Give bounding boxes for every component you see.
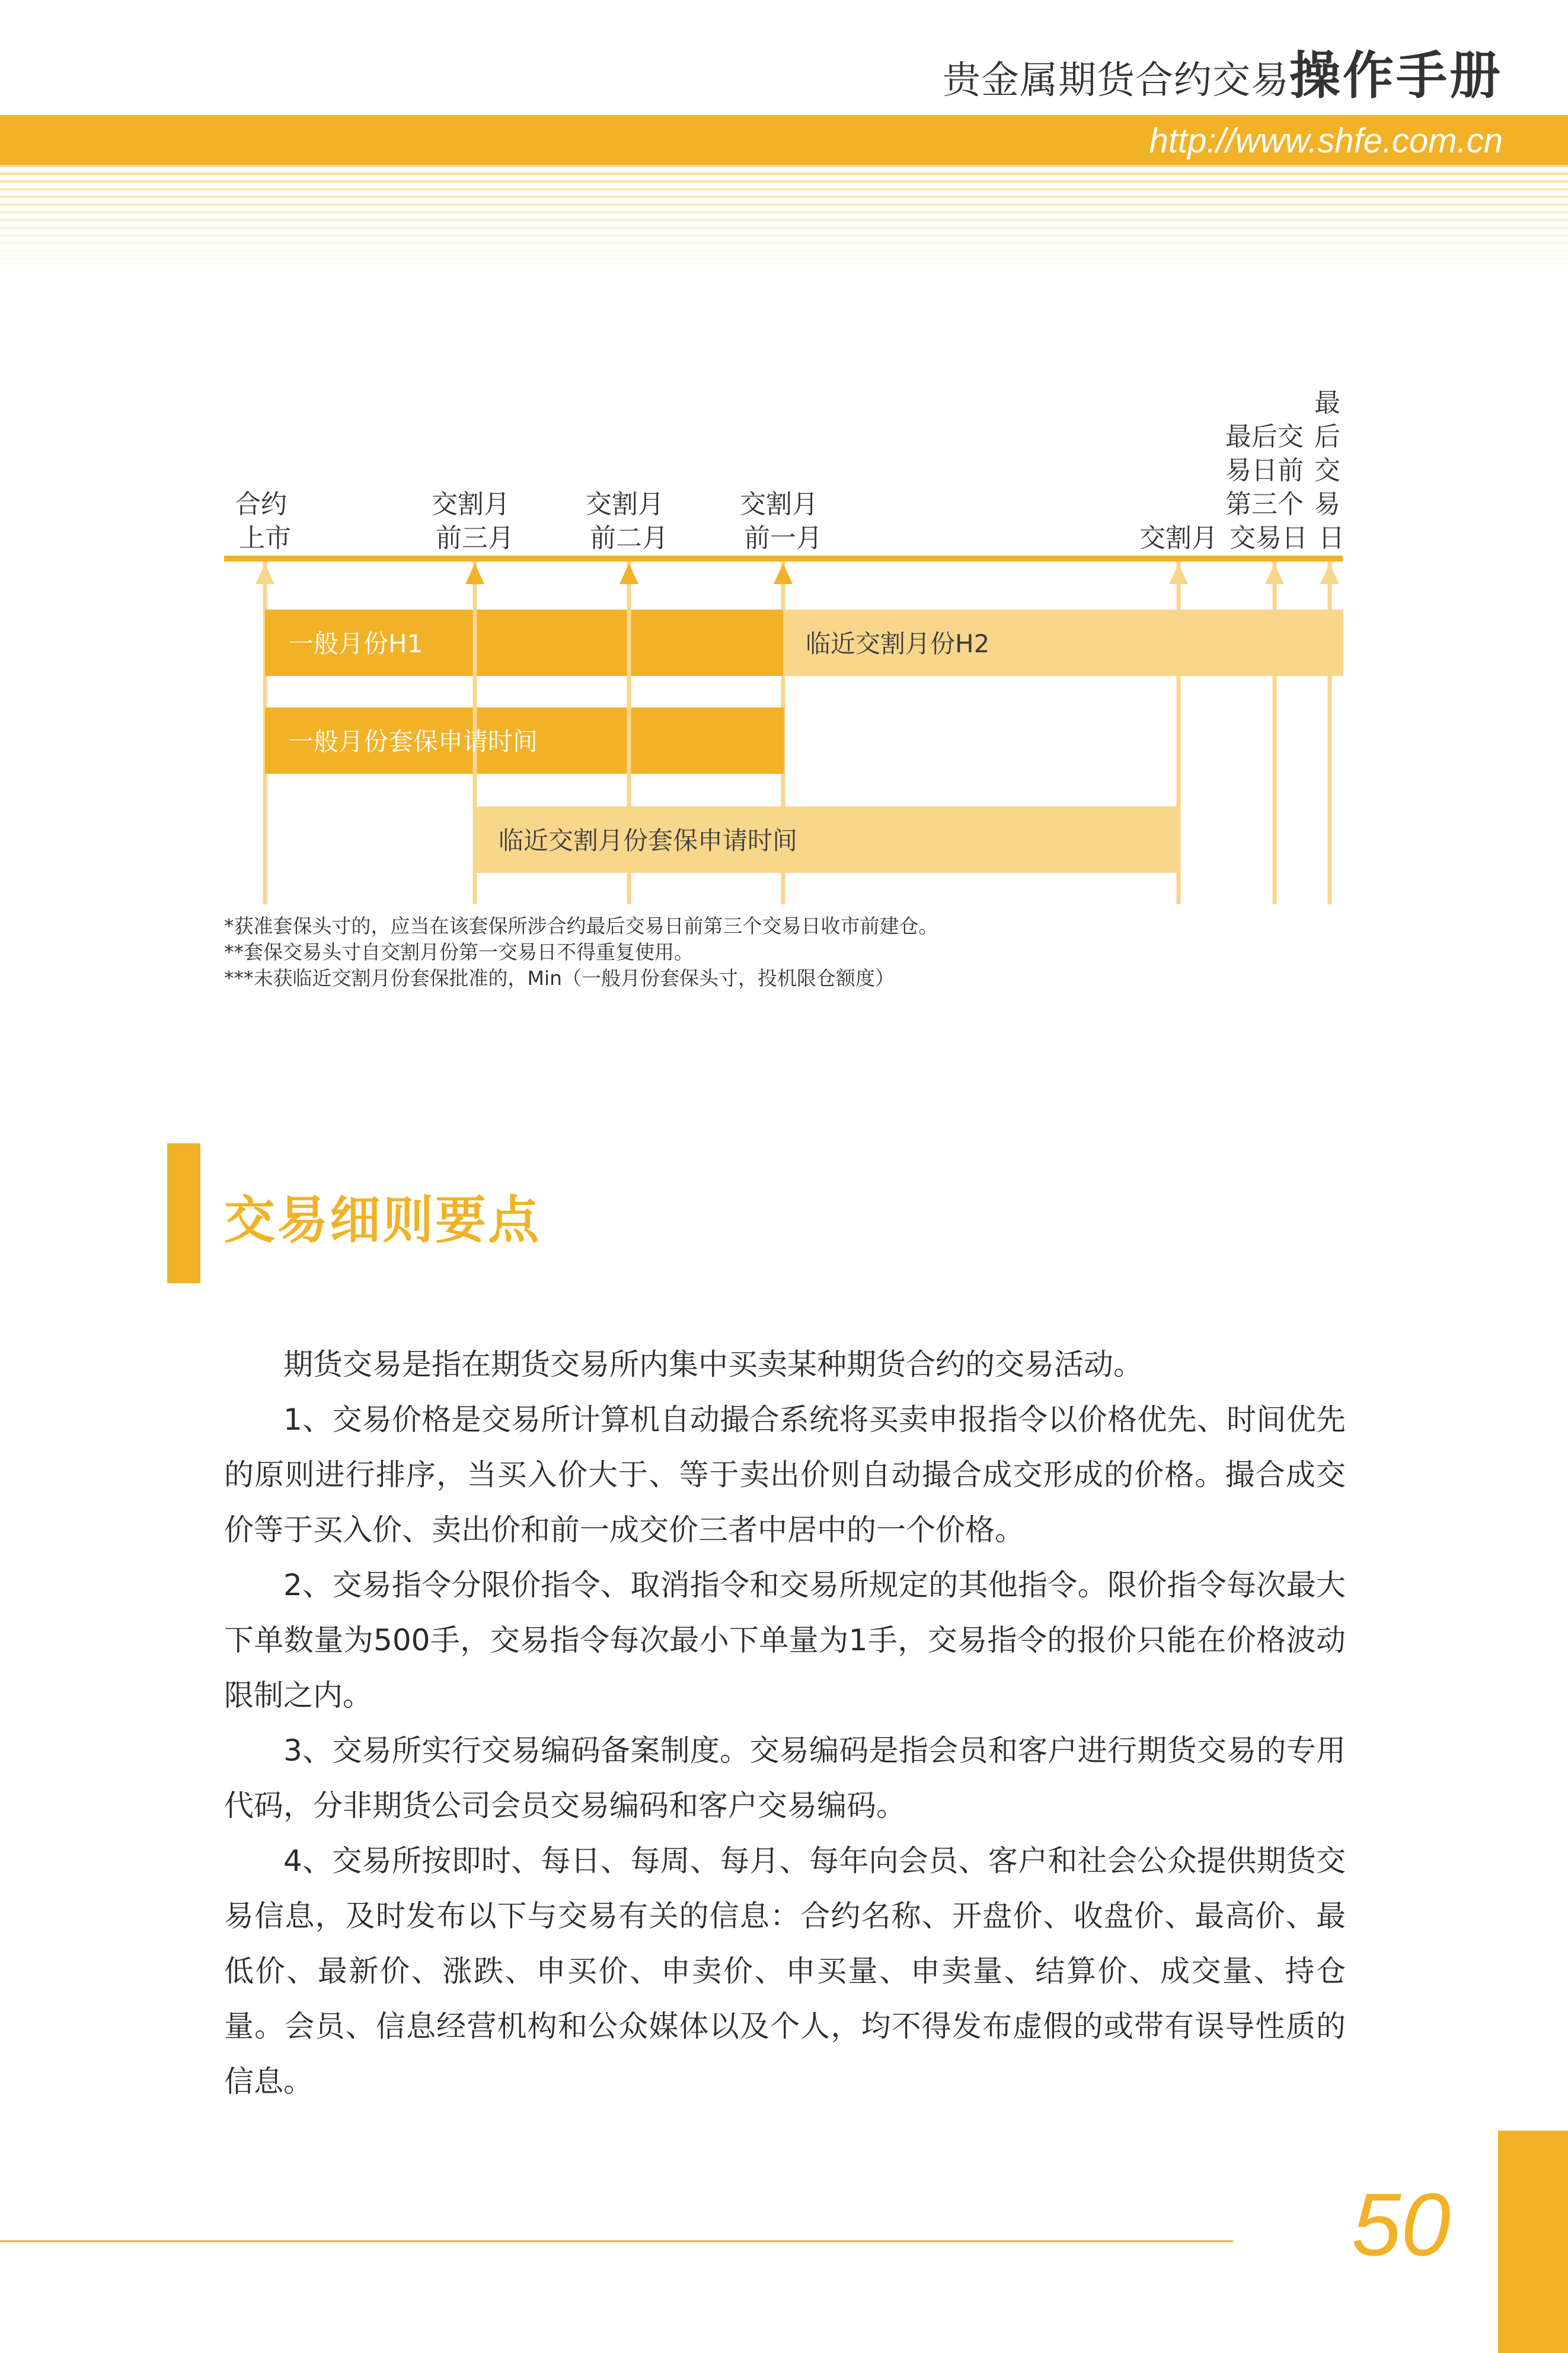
- section-accent-bar: [167, 1143, 200, 1283]
- diagram-note-1: *获准套保头寸的，应当在该套保所涉合约最后交易日前第三个交易日收市前建仓。: [224, 914, 938, 938]
- bar-h2-label: 临近交割月份H2: [806, 629, 990, 658]
- diagram-note-2: **套保交易头寸自交割月份第一交易日不得重复使用。: [224, 940, 694, 964]
- header-title-prefix: 贵金属期货合约交易: [943, 59, 1289, 103]
- bar-near-hedge-label: 临近交割月份套保申请时间: [499, 826, 798, 855]
- header-url: http://www.shfe.com.cn: [1149, 122, 1503, 160]
- footer-rule: [0, 2240, 1233, 2242]
- arrow-m3: [465, 563, 484, 584]
- bar-general-hedge-label: 一般月份套保申请时间: [289, 727, 538, 756]
- header-title: [943, 34, 1503, 108]
- label-delivery: 交割月: [1139, 523, 1218, 553]
- body-paragraph: 2、交易指令分限价指令、取消指令和交易所规定的其他指令。限价指令每次最大下单数量为500手，交易指令每次最小下单量为1手，交易指令的报价只能在价格波动限制之内。: [224, 1568, 1346, 1713]
- header-stripes: [0, 165, 1568, 283]
- body-paragraph: 1、交易价格是交易所计算机自动撮合系统将买卖申报指令以价格优先、时间优先的原则进行排序，当买入价大于、等于卖出价则自动撮合成交形成的价格。撮合成交价等于买入价、卖出价和前一成交价三者中居中的一个价格。: [224, 1402, 1346, 1547]
- arrow-m1: [774, 563, 793, 584]
- label-m2: 交割月 前二月: [586, 489, 668, 553]
- arrow-delivery: [1169, 563, 1188, 584]
- body-paragraph: 期货交易是指在期货交易所内集中买卖某种期货合约的交易活动。: [283, 1347, 1143, 1382]
- section-title: 交易细则要点: [224, 1191, 541, 1250]
- diagram-note-3: ***未获临近交割月份套保批准的，Min（一般月份套保头寸，投机限仓额度）: [224, 967, 895, 990]
- arrow-last: [1320, 563, 1339, 584]
- header-title-emphasis: 操作手册: [1289, 46, 1503, 106]
- label-third-last: 最后交 易日前 第三个 交易日: [1225, 422, 1308, 553]
- body-paragraph: 3、交易所实行交易编码备案制度。交易编码是指会员和客户进行期货交易的专用代码，分非期货公司会员交易编码和客户交易编码。: [224, 1733, 1346, 1823]
- label-m1: 交割月 前一月: [740, 489, 822, 553]
- arrow-listing: [256, 563, 274, 584]
- label-listing: 合约 上市: [235, 489, 291, 553]
- body-text: [224, 1337, 1346, 2109]
- body-paragraph: 4、交易所按即时、每日、每周、每月、每年向会员、客户和社会公众提供期货交易信息，及时发布以下与交易有关的信息：合约名称、开盘价、收盘价、最高价、最低价、最新价、涨跌、申买价、申卖价、申买量、申卖量、结算价、成交量、持仓量。会员、信息经营机构和公众媒体以及个人，均不得发布虚假的或带有误导性质的信息。: [224, 1844, 1346, 2099]
- arrow-m2: [619, 563, 638, 584]
- label-m3: 交割月 前三月: [432, 489, 514, 553]
- timeline-diagram: [0, 380, 1568, 1032]
- page-number: 50: [1352, 2175, 1451, 2274]
- footer-side-band: [1498, 2131, 1568, 2353]
- bar-h1-label: 一般月份H1: [289, 629, 423, 658]
- arrow-third-last: [1265, 563, 1284, 584]
- label-last: 最 后 交 易 日: [1314, 388, 1345, 553]
